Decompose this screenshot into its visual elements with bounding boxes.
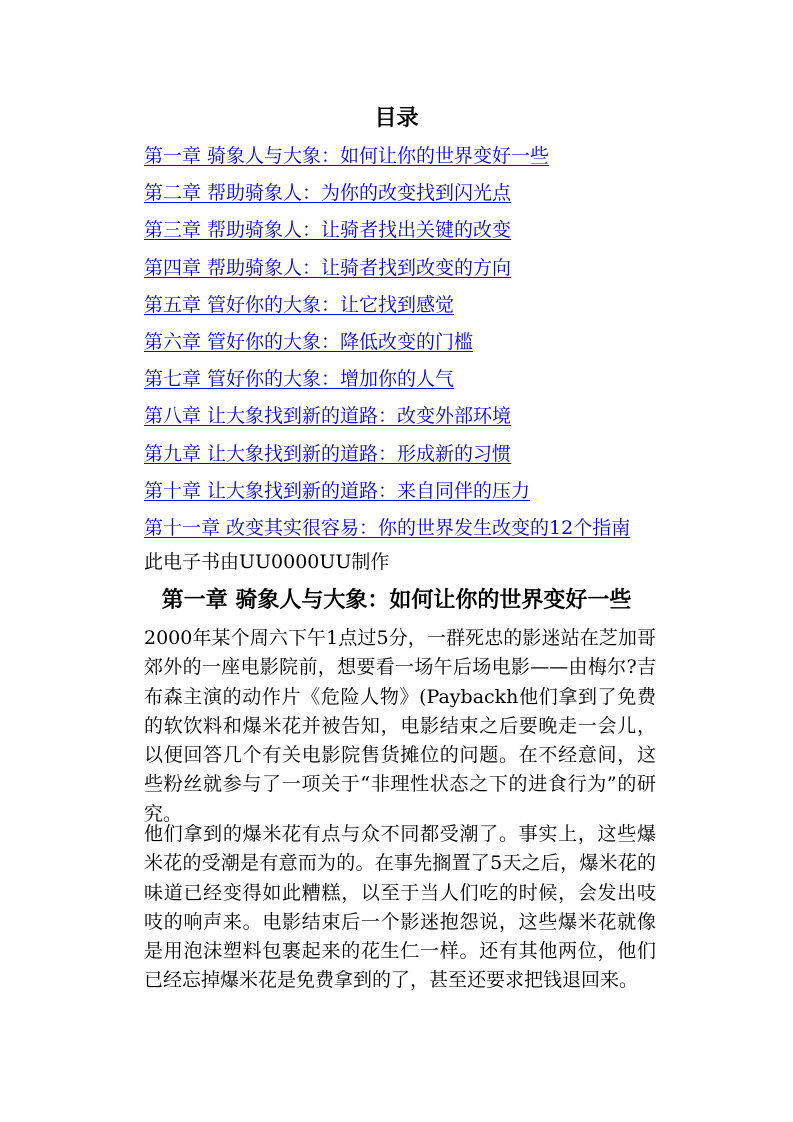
toc-item: [144, 514, 630, 551]
toc-link-chapter-5[interactable]: 第五章 管好你的大象：让它找到感觉: [144, 293, 455, 316]
toc-link-chapter-6[interactable]: 第六章 管好你的大象：降低改变的门槛: [144, 330, 474, 353]
chapter-heading: 第一章 骑象人与大象：如何让你的世界变好一些: [161, 588, 632, 613]
toc-item: [144, 254, 630, 291]
toc-item: [144, 142, 630, 179]
toc-list: [144, 142, 630, 551]
toc-link-chapter-11[interactable]: 第十一章 改变其实很容易：你的世界发生改变的12个指南: [144, 516, 631, 539]
toc-title: 目录: [374, 106, 419, 131]
toc-link-chapter-3[interactable]: 第三章 帮助骑象人：让骑者找出关键的改变: [144, 219, 512, 242]
toc-link-chapter-9[interactable]: 第九章 让大象找到新的道路：形成新的习惯: [144, 442, 512, 465]
toc-link-chapter-4[interactable]: 第四章 帮助骑象人：让骑者找到改变的方向: [144, 256, 512, 279]
toc-item: [144, 365, 630, 402]
toc-link-chapter-1[interactable]: 第一章 骑象人与大象：如何让你的世界变好一些: [144, 145, 550, 167]
toc-item: [144, 291, 630, 328]
toc-link-chapter-10[interactable]: 第十章 让大象找到新的道路：来自同伴的压力: [144, 479, 531, 502]
toc-item: [144, 179, 630, 216]
toc-link-chapter-2[interactable]: 第二章 帮助骑象人：为你的改变找到闪光点: [144, 182, 512, 205]
toc-item: [144, 328, 630, 365]
body-paragraph: 他们拿到的爆米花有点与众不同都受潮了。事实上，这些爆米花的受潮是有意而为的。在事先搁置了5天之后，爆米花的味道已经变得如此糟糕，以至于当人们吃的时候，会发出吱吱的响声来。电影结束后一个影迷抱怨说，这些爆米花就像是用泡沫塑料包裹起来的花生仁一样。还有其他两位，他们已经忘掉爆米花是免费拿到的了，甚至还要求把钱退回来。: [144, 823, 656, 992]
toc-link-chapter-8[interactable]: 第八章 让大象找到新的道路：改变外部环境: [144, 405, 512, 428]
toc-item: [144, 477, 630, 514]
toc-item: [144, 402, 630, 439]
body-paragraph: 2000年某个周六下午1点过5分，一群死忠的影迷站在芝加哥郊外的一座电影院前，想要看一场午后场电影——由梅尔?吉布森主演的动作片《危险人物》(Paybackh他们拿到了免费的软饮料和爆米花并被告知，电影结束之后要晚走一会儿，以便回答几个有关电影院售货摊位的问题。在不经意间，这些粉丝就参与了一项关于“非理性状态之下的进食行为”的研究。: [144, 627, 656, 825]
producer-note: 此电子书由UU0000UU制作: [144, 551, 390, 573]
toc-link-chapter-7[interactable]: 第七章 管好你的大象：增加你的人气: [144, 368, 455, 391]
toc-item: [144, 216, 630, 253]
toc-item: [144, 440, 630, 477]
